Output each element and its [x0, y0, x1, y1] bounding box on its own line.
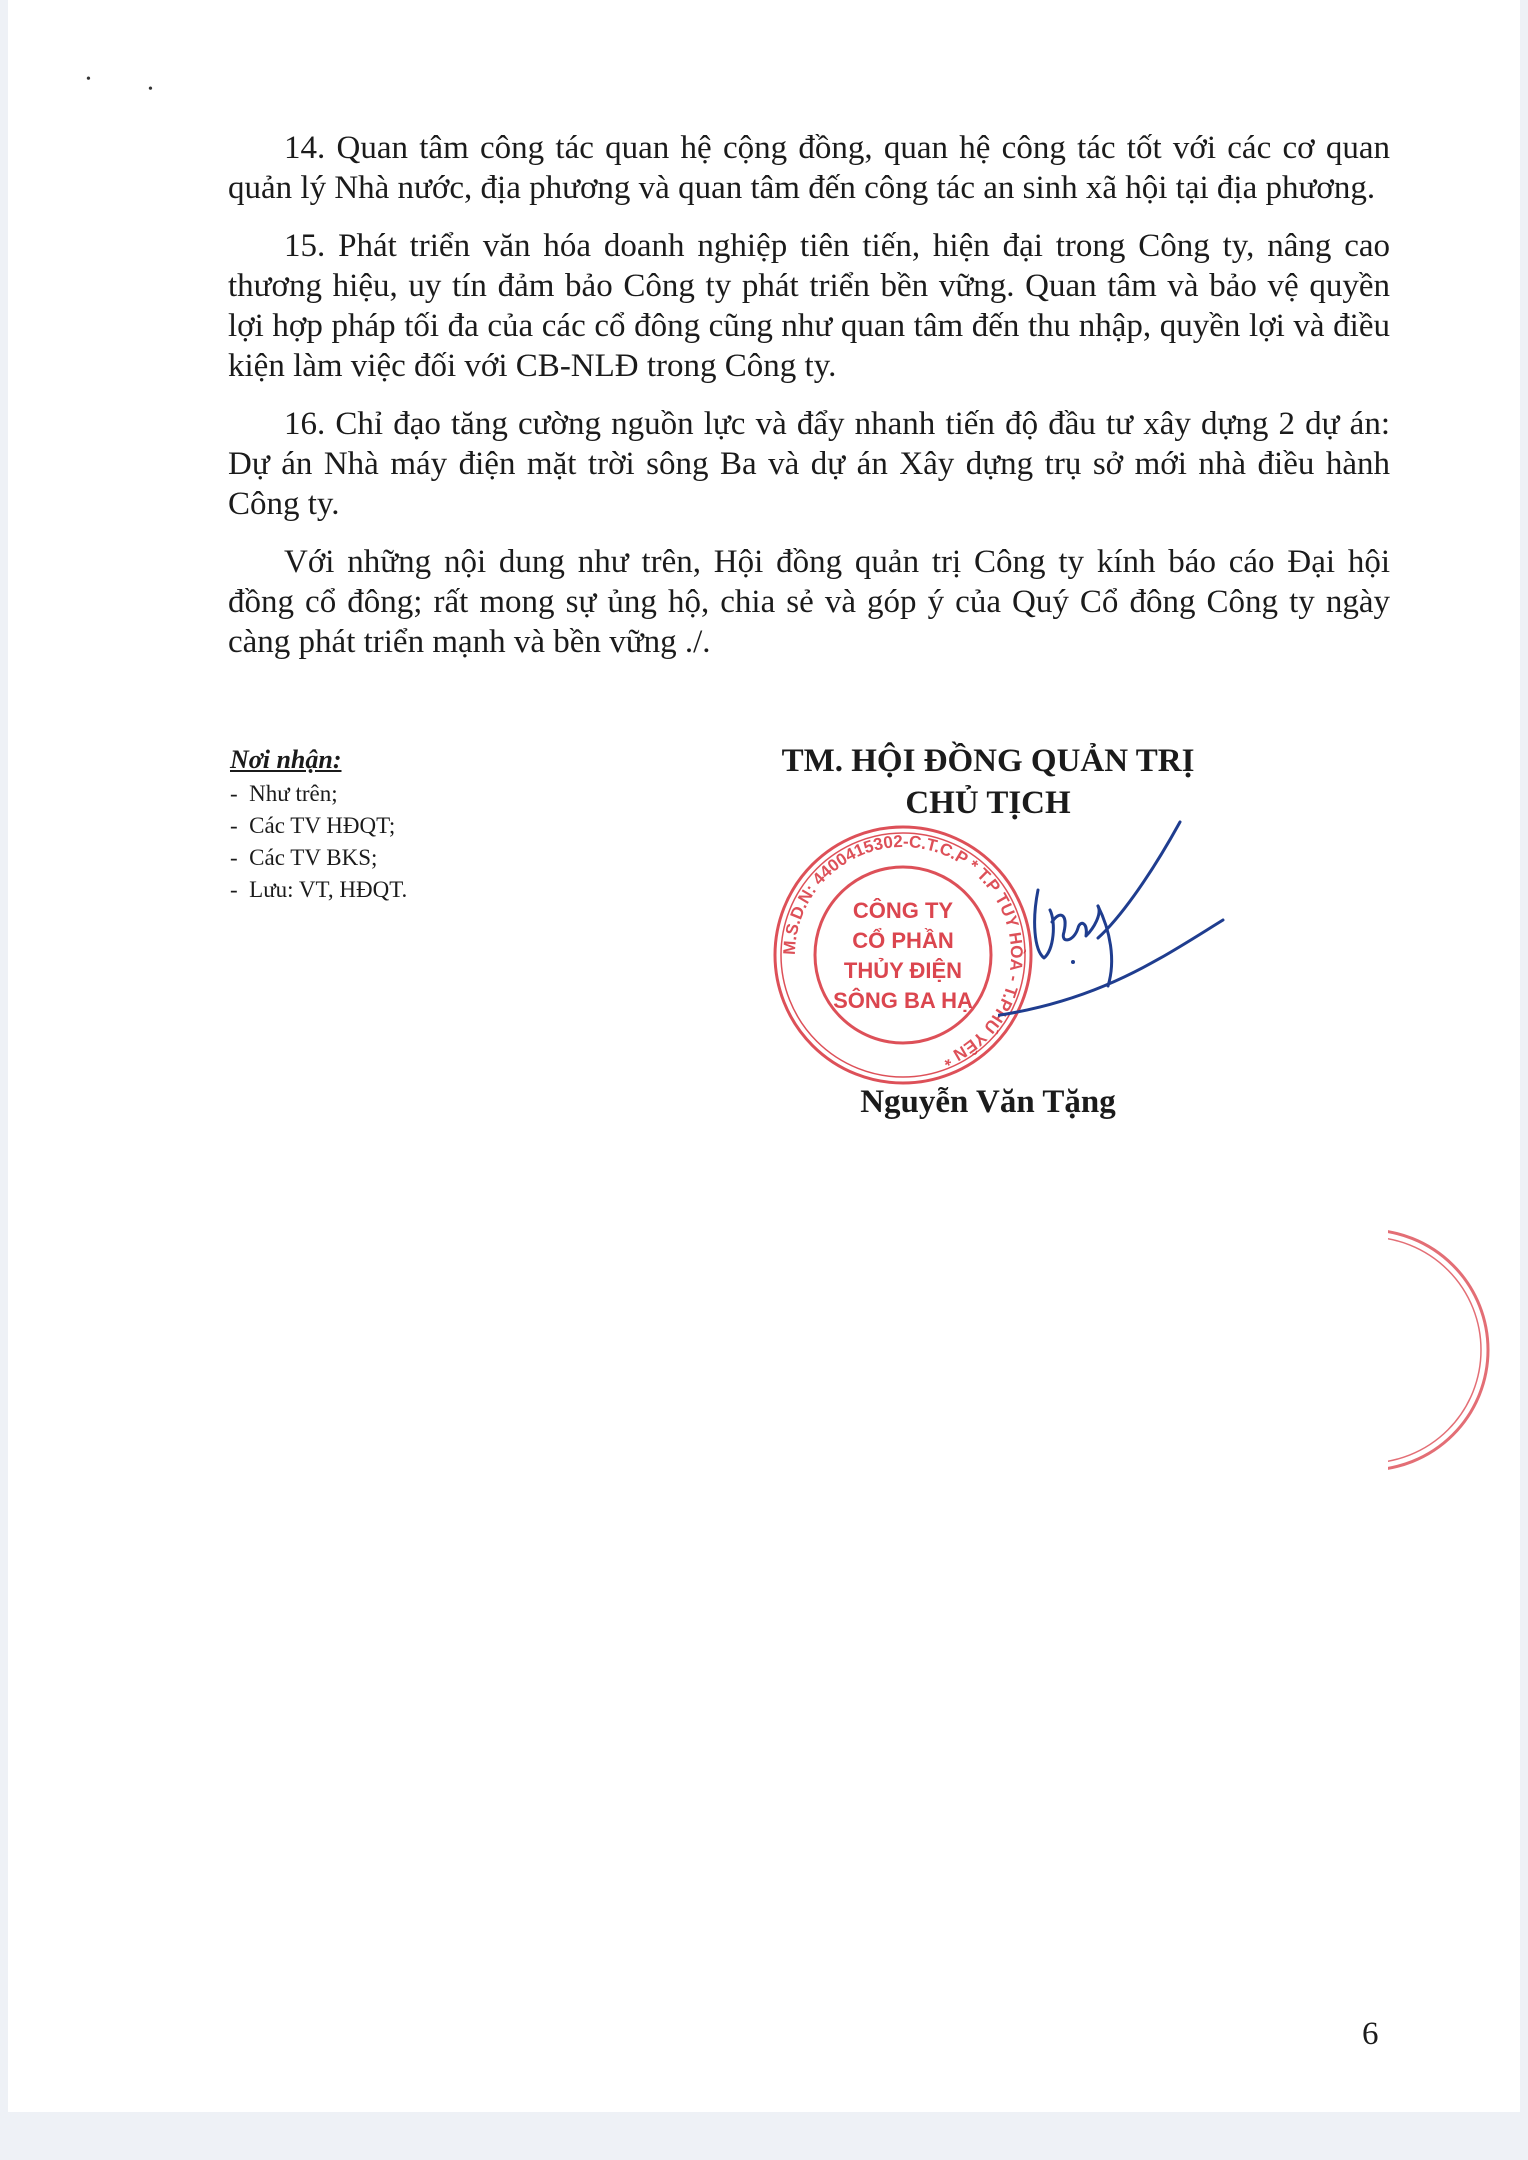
recipient-item: - Các TV HĐQT; — [230, 810, 407, 842]
recipients-title: Nơi nhận: — [230, 745, 342, 774]
signature-position: CHỦ TỊCH — [905, 785, 1071, 821]
signature-title: TM. HỘI ĐỒNG QUẢN TRỊ — [781, 743, 1195, 779]
paragraph-15: 15. Phát triển văn hóa doanh nghiệp tiên tiến, hiện đại trong Công ty, nâng cao thương hiệu, uy tín đảm bảo Công ty phát triển bền vững. Quan tâm và bảo vệ quyền lợi hợp pháp tối đa của các cổ đông cũng như quan tâm đến thu nhập, quyền lợi và điều kiện làm việc đối với CB-NLĐ trong Công ty. — [228, 228, 1390, 384]
scan-speck: • — [86, 72, 91, 87]
seal-line-2: CỔ PHẦN — [852, 928, 954, 953]
signer-name: Nguyễn Văn Tặng — [860, 1084, 1116, 1120]
recipients-block — [230, 744, 407, 906]
recipient-item: - Các TV BKS; — [230, 842, 407, 874]
page-number: 6 — [1362, 2016, 1379, 2052]
scan-speck: • — [148, 82, 153, 97]
paragraph-14: 14. Quan tâm công tác quan hệ cộng đồng, quan hệ công tác tốt với các cơ quan quản lý Nhà nước, địa phương và quan tâm đến công tác an sinh xã hội tại địa phương. — [228, 130, 1390, 206]
seal-line-4: SÔNG BA HẠ — [833, 988, 973, 1013]
document-page — [8, 0, 1520, 2112]
paragraph-16: 16. Chỉ đạo tăng cường nguồn lực và đẩy nhanh tiến độ đầu tư xây dựng 2 dự án: Dự án Nhà máy điện mặt trời sông Ba và dự án Xây dựng trụ sở mới nhà điều hành Công ty. — [228, 406, 1390, 522]
closing-paragraph: Với những nội dung như trên, Hội đồng quản trị Công ty kính báo cáo Đại hội đồng cổ đông; rất mong sự ủng hộ, chia sẻ và góp ý của Quý Cổ đông Công ty ngày càng phát triển mạnh và bền vững ./. — [228, 544, 1390, 660]
edge-seal-fragment — [1388, 1230, 1528, 1470]
seal-line-3: THỦY ĐIỆN — [843, 958, 963, 983]
body-text — [228, 128, 1390, 680]
recipients-list — [230, 778, 407, 906]
handwritten-signature — [998, 810, 1248, 1040]
seal-ring-text: M.S.D.N: 4400415302-C.T.C.P * T.P TUY HÒA - T.PHÚ YÊN * — [779, 831, 1027, 1070]
recipient-item: - Lưu: VT, HĐQT. — [230, 874, 407, 906]
recipient-item: - Như trên; — [230, 778, 407, 810]
seal-line-1: CÔNG TY — [852, 898, 954, 923]
